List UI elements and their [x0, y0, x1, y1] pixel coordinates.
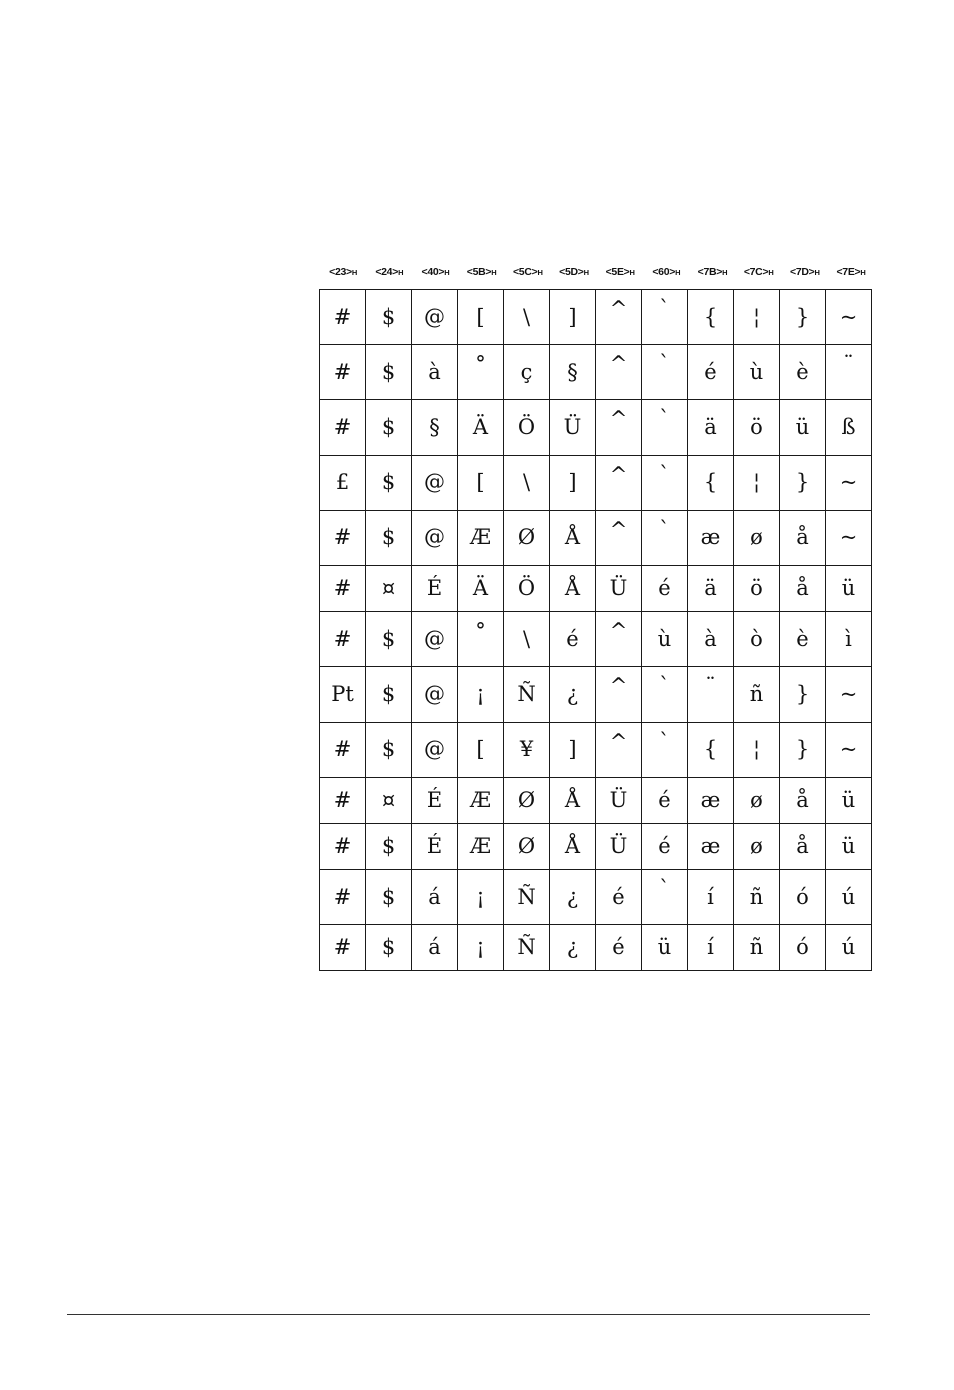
character-cell: ø	[734, 823, 780, 869]
character-cell: `	[642, 510, 688, 565]
character-cell: ~	[826, 510, 872, 565]
character-cell: ¦	[734, 455, 780, 510]
column-header-hex-suffix: H	[768, 268, 774, 277]
character-cell: é	[642, 777, 688, 823]
character-cell: §	[550, 345, 596, 400]
character-cell: ]	[550, 722, 596, 777]
character-table-body	[320, 290, 872, 971]
column-header-hex-suffix: H	[675, 268, 681, 277]
character-cell: \	[504, 290, 550, 345]
character-cell: é	[642, 823, 688, 869]
column-header-row	[320, 266, 874, 282]
character-cell: ø	[734, 777, 780, 823]
character-cell: Ø	[504, 777, 550, 823]
character-cell: ¿	[550, 925, 596, 971]
character-cell: é	[596, 870, 642, 925]
character-cell: è	[780, 345, 826, 400]
column-header-hex-suffix: H	[537, 268, 543, 277]
character-cell: Æ	[458, 510, 504, 565]
character-cell: #	[320, 925, 366, 971]
character-cell: Ü	[550, 400, 596, 455]
character-cell: Å	[550, 510, 596, 565]
character-cell: æ	[688, 823, 734, 869]
column-header	[597, 266, 643, 282]
column-header	[505, 266, 551, 282]
column-header-code: <7E>	[836, 266, 861, 278]
character-cell: ~	[826, 455, 872, 510]
column-header-code: <23>	[329, 266, 352, 278]
column-header-code: <7C>	[743, 266, 769, 278]
character-cell: @	[412, 722, 458, 777]
character-cell: ö	[734, 565, 780, 611]
character-cell: ^	[596, 510, 642, 565]
character-cell: ]	[550, 290, 596, 345]
character-cell: ¨	[826, 345, 872, 400]
character-cell: #	[320, 345, 366, 400]
column-header-code: <5D>	[559, 266, 584, 278]
character-cell: $	[366, 925, 412, 971]
character-cell: $	[366, 612, 412, 667]
column-header-hex-suffix: H	[398, 268, 404, 277]
character-cell: ó	[780, 870, 826, 925]
character-cell: ¡	[458, 870, 504, 925]
character-cell: £	[320, 455, 366, 510]
column-header-code: <24>	[375, 266, 399, 278]
character-cell: É	[412, 565, 458, 611]
character-cell: \	[504, 455, 550, 510]
table-row	[320, 290, 872, 345]
character-cell: ^	[596, 455, 642, 510]
character-cell: ¤	[366, 777, 412, 823]
character-cell: $	[366, 345, 412, 400]
character-cell: }	[780, 455, 826, 510]
character-cell: $	[366, 510, 412, 565]
column-header-code: <5E>	[605, 266, 630, 278]
character-cell: å	[780, 777, 826, 823]
character-cell: ^	[596, 345, 642, 400]
character-cell: ¡	[458, 667, 504, 722]
character-cell: `	[642, 290, 688, 345]
table-row	[320, 455, 872, 510]
character-cell: Ü	[596, 823, 642, 869]
character-cell: ¡	[458, 925, 504, 971]
character-cell: @	[412, 612, 458, 667]
table-row	[320, 667, 872, 722]
character-cell: ^	[596, 722, 642, 777]
character-cell: ú	[826, 925, 872, 971]
character-cell: æ	[688, 777, 734, 823]
character-cell: Å	[550, 777, 596, 823]
character-cell: å	[780, 823, 826, 869]
column-header-hex-suffix: H	[351, 268, 358, 277]
character-cell: ¨	[688, 667, 734, 722]
character-cell: Ö	[504, 565, 550, 611]
character-cell: ò	[734, 612, 780, 667]
character-cell: Ø	[504, 823, 550, 869]
character-cell: }	[780, 722, 826, 777]
character-cell: ü	[642, 925, 688, 971]
character-cell: `	[642, 345, 688, 400]
table-row	[320, 925, 872, 971]
character-cell: Å	[550, 823, 596, 869]
character-cell: #	[320, 400, 366, 455]
character-cell: `	[642, 667, 688, 722]
character-cell: §	[412, 400, 458, 455]
character-cell: ¥	[504, 722, 550, 777]
character-cell: É	[412, 777, 458, 823]
character-cell: Ñ	[504, 925, 550, 971]
character-cell: Æ	[458, 777, 504, 823]
character-cell: #	[320, 722, 366, 777]
character-cell: é	[596, 925, 642, 971]
column-header-code: <5B>	[466, 266, 492, 278]
character-cell: ^	[596, 612, 642, 667]
character-cell: {	[688, 455, 734, 510]
character-cell: å	[780, 565, 826, 611]
character-cell: Ü	[596, 777, 642, 823]
character-cell: ü	[826, 565, 872, 611]
character-cell: }	[780, 290, 826, 345]
character-cell: ¦	[734, 722, 780, 777]
character-cell: é	[642, 565, 688, 611]
footer-rule	[67, 1314, 870, 1315]
column-header	[782, 266, 828, 282]
character-cell: ç	[504, 345, 550, 400]
table-row	[320, 345, 872, 400]
column-header	[459, 266, 505, 282]
character-cell: ~	[826, 290, 872, 345]
character-cell: ¿	[550, 667, 596, 722]
character-cell: {	[688, 722, 734, 777]
column-header-hex-suffix: H	[444, 268, 450, 277]
character-cell: #	[320, 290, 366, 345]
column-header-code: <7B>	[697, 266, 723, 278]
international-character-set-table	[319, 289, 872, 971]
column-header-hex-suffix: H	[814, 268, 820, 277]
column-header-code: <5C>	[512, 266, 538, 278]
column-header	[551, 266, 597, 282]
table-row	[320, 400, 872, 455]
character-cell: #	[320, 510, 366, 565]
character-cell: è	[780, 612, 826, 667]
character-cell: `	[642, 722, 688, 777]
character-cell: #	[320, 612, 366, 667]
character-cell: #	[320, 870, 366, 925]
character-cell: °	[458, 345, 504, 400]
character-cell: ]	[550, 455, 596, 510]
character-cell: ~	[826, 667, 872, 722]
character-cell: á	[412, 925, 458, 971]
character-cell: ñ	[734, 870, 780, 925]
column-header-hex-suffix: H	[629, 268, 635, 277]
character-cell: $	[366, 290, 412, 345]
character-cell: [	[458, 455, 504, 510]
character-cell: Ñ	[504, 870, 550, 925]
table-row	[320, 510, 872, 565]
column-header	[366, 266, 412, 282]
character-cell: ¦	[734, 290, 780, 345]
character-cell: @	[412, 290, 458, 345]
column-header	[689, 266, 735, 282]
character-cell: #	[320, 823, 366, 869]
character-cell: @	[412, 667, 458, 722]
character-cell: @	[412, 510, 458, 565]
character-cell: $	[366, 455, 412, 510]
character-cell: Ñ	[504, 667, 550, 722]
character-cell: ä	[688, 400, 734, 455]
character-cell: $	[366, 870, 412, 925]
table-row	[320, 722, 872, 777]
character-cell: $	[366, 400, 412, 455]
character-cell: ù	[734, 345, 780, 400]
character-cell: é	[688, 345, 734, 400]
table-row	[320, 777, 872, 823]
character-cell: Ü	[596, 565, 642, 611]
column-header	[643, 266, 689, 282]
column-header	[412, 266, 458, 282]
column-header-hex-suffix: H	[860, 268, 866, 277]
character-cell: `	[642, 870, 688, 925]
character-cell: #	[320, 777, 366, 823]
character-cell: ú	[826, 870, 872, 925]
character-cell: ü	[826, 823, 872, 869]
character-cell: É	[412, 823, 458, 869]
character-cell: ñ	[734, 925, 780, 971]
column-header-hex-suffix: H	[583, 268, 589, 277]
character-cell: [	[458, 722, 504, 777]
character-cell: ù	[642, 612, 688, 667]
character-cell: ß	[826, 400, 872, 455]
character-cell: å	[780, 510, 826, 565]
character-cell: $	[366, 667, 412, 722]
character-cell: í	[688, 925, 734, 971]
column-header-code: <7D>	[789, 266, 815, 278]
character-cell: @	[412, 455, 458, 510]
character-cell: ^	[596, 290, 642, 345]
character-cell: ó	[780, 925, 826, 971]
character-cell: \	[504, 612, 550, 667]
character-cell: #	[320, 565, 366, 611]
character-cell: Ä	[458, 565, 504, 611]
column-header	[828, 266, 874, 282]
character-cell: ü	[826, 777, 872, 823]
column-header-hex-suffix: H	[722, 268, 728, 277]
character-cell: à	[688, 612, 734, 667]
character-cell: ü	[780, 400, 826, 455]
column-header-code: <40>	[421, 266, 445, 278]
character-cell: `	[642, 400, 688, 455]
character-cell: ñ	[734, 667, 780, 722]
character-cell: `	[642, 455, 688, 510]
character-cell: ^	[596, 400, 642, 455]
table-row	[320, 823, 872, 869]
column-header	[736, 266, 782, 282]
character-cell: ^	[596, 667, 642, 722]
character-cell: Ø	[504, 510, 550, 565]
character-cell: ä	[688, 565, 734, 611]
table-row	[320, 612, 872, 667]
character-cell: [	[458, 290, 504, 345]
character-cell: é	[550, 612, 596, 667]
character-cell: í	[688, 870, 734, 925]
table-row	[320, 565, 872, 611]
character-cell: ö	[734, 400, 780, 455]
table-row	[320, 870, 872, 925]
column-header-code: <60>	[652, 266, 676, 278]
character-cell: ¿	[550, 870, 596, 925]
character-cell: ~	[826, 722, 872, 777]
character-cell: °	[458, 612, 504, 667]
column-header	[320, 266, 366, 282]
character-cell: Pt	[320, 667, 366, 722]
character-cell: ø	[734, 510, 780, 565]
character-cell: ì	[826, 612, 872, 667]
character-cell: }	[780, 667, 826, 722]
character-cell: à	[412, 345, 458, 400]
character-cell: Å	[550, 565, 596, 611]
character-cell: æ	[688, 510, 734, 565]
character-cell: $	[366, 823, 412, 869]
character-cell: á	[412, 870, 458, 925]
column-header-hex-suffix: H	[491, 268, 497, 277]
character-cell: Ä	[458, 400, 504, 455]
character-cell: $	[366, 722, 412, 777]
character-cell: {	[688, 290, 734, 345]
character-cell: ¤	[366, 565, 412, 611]
character-cell: Æ	[458, 823, 504, 869]
character-cell: Ö	[504, 400, 550, 455]
